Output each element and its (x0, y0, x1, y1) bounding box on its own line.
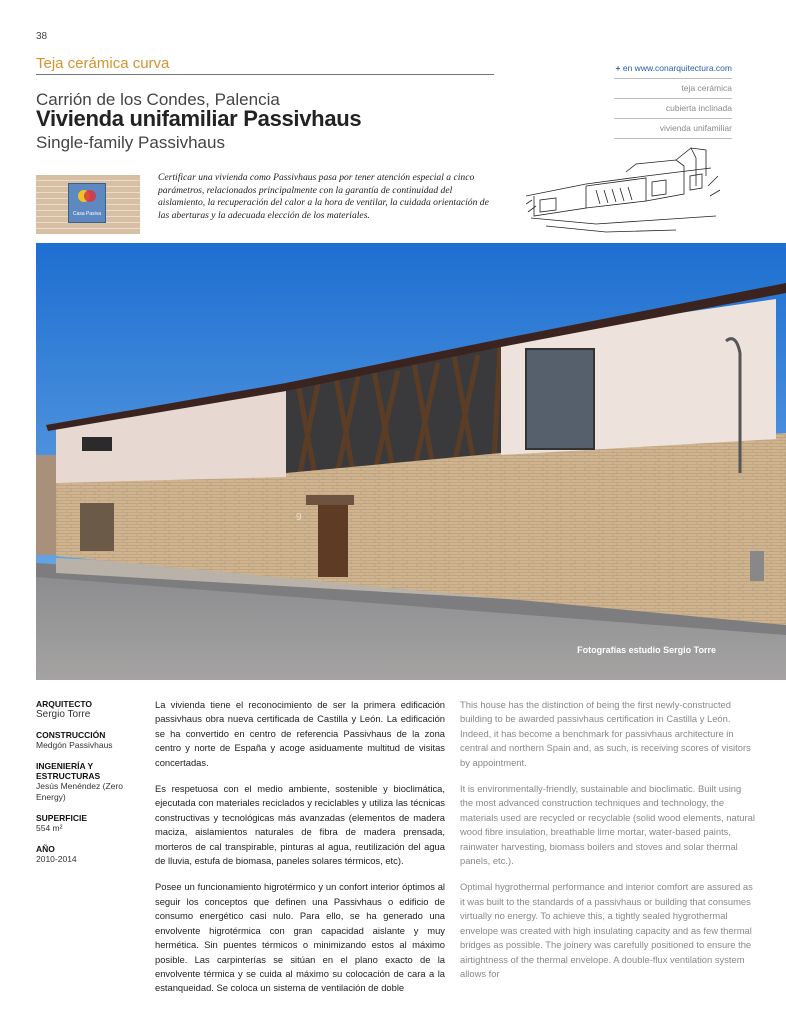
meta-value: 554 m² (36, 823, 63, 833)
meta-label: AÑO (36, 844, 55, 854)
section-label: Teja cerámica curva (36, 55, 170, 72)
sign-logo-icon (69, 184, 105, 206)
body-text-spanish (155, 698, 445, 1008)
plus-icon: + (615, 63, 623, 73)
meta-label: SUPERFICIE (36, 813, 88, 823)
tag-item[interactable]: vivienda unifamiliar (614, 119, 732, 139)
meta-label: ARQUITECTO (36, 699, 93, 709)
paragraph: Optimal hygrothermal performance and interior comfort are assured as it was built to the standards of a passivhaus or building that consumes virtually no energy. To achieve this, a tightly sealed hygrothermal envelope was created with high insulating capacity and as few thermal bridges as possible. The joinery was carefully positioned to ensure the airtightness of the thermal envelope. A double-flux ventilation system allows for (460, 881, 753, 979)
web-link[interactable]: + en www.conarquitectura.com (614, 59, 732, 79)
page-title: Vivienda unifamiliar Passivhaus (36, 106, 362, 131)
meta-value: Sergio Torre (36, 709, 91, 720)
house-number: 9 (296, 512, 302, 523)
tag-item[interactable]: cubierta inclinada (614, 99, 732, 119)
sign-text: Casa Pasiva (72, 211, 102, 217)
photo-credit: Fotografías estudio Sergio Torre (577, 645, 716, 655)
meta-value: Jesús Menéndez (Zero Energy) (36, 781, 123, 802)
page-number: 38 (36, 31, 48, 42)
meta-value: 2010-2014 (36, 854, 77, 864)
location: Carrión de los Condes, Palencia (36, 90, 280, 109)
house-sketch-illustration (526, 146, 720, 236)
tag-item[interactable]: teja cerámica (614, 79, 732, 99)
sign-plate (68, 183, 106, 223)
thumbnail-image (36, 175, 140, 234)
body-text-english (460, 698, 756, 993)
page-subtitle: Single-family Passivhaus (36, 133, 225, 152)
paragraph: This house has the distinction of being the first newly-constructed building to be awarded passivhaus certification in Castilla y León. Indeed, it has become a benchmark for passivhaus architecture in central and northern Spain and, as such, is receiving scores of visitors by appointment. (460, 699, 751, 768)
paragraph: Es respetuosa con el medio ambiente, sostenible y bioclimática, ejecutada con materiales reciclados y reciclables y utiliza las técnicas constructivas y tecnológicas más avanzadas (elementos de madera maciza, aislamientos naturales de fibra de madera prensada, morteros de cal transpirable, pinturas al agua, reutilización del agua de lluvia, estufa de biomasa, paneles solares térmicos, etc). (155, 783, 445, 867)
paragraph: It is environmentally-friendly, sustainable and bioclimatic. Built using the most advanced construction techniques and technology, the materials used are recycled or recyclable (solid wood elements, natural wood fibre insulation, breathable lime mortar, water-based paints, rainwater harvesting, biomass boilers and stoves and solar thermal panels, etc.). (460, 783, 755, 867)
intro-text: Certificar una vivienda como Passivhaus pasa por tener atención especial a cinco parámetros, relacionados principalmente con la garantía de continuidad del aislamiento, la recuperación del calor a la hora de ventilar, la cuidada orientación de las aberturas y la adecuada elección de los materiales. (158, 172, 489, 221)
meta-value: Medgón Passivhaus (36, 740, 113, 750)
meta-label: CONSTRUCCIÓN (36, 730, 106, 740)
main-photo (36, 243, 786, 680)
web-links-box (614, 59, 732, 139)
paragraph: La vivienda tiene el reconocimiento de ser la primera edificación passivhaus obra nueva certificada de Castilla y León. La edificación se ha convertido en centro de referencia Passivhaus de la zona centro y norte de España y acoge asiduamente multitud de visitas concertadas. (155, 699, 445, 768)
project-metadata (36, 699, 146, 875)
meta-label: INGENIERÍA Y ESTRUCTURAS (36, 761, 101, 781)
section-rule (36, 74, 494, 75)
paragraph: Posee un funcionamiento higrotérmico y un confort interior óptimos al seguir los conceptos que definen una Passivhaus o edificio de consumo energético casi nulo. Para ello, se ha generado una envolvente higrotérmica con gran capacidad aislante y muy hermética. Sin puentes térmicos o minimizando estos al máximo posible. Las carpinterías se sitúan en el plano exacto de la envolvente térmica y se cuida al máximo su colocación de cara a la estanqueidad. Se coloca un sistema de ventilación de doble (155, 881, 445, 994)
